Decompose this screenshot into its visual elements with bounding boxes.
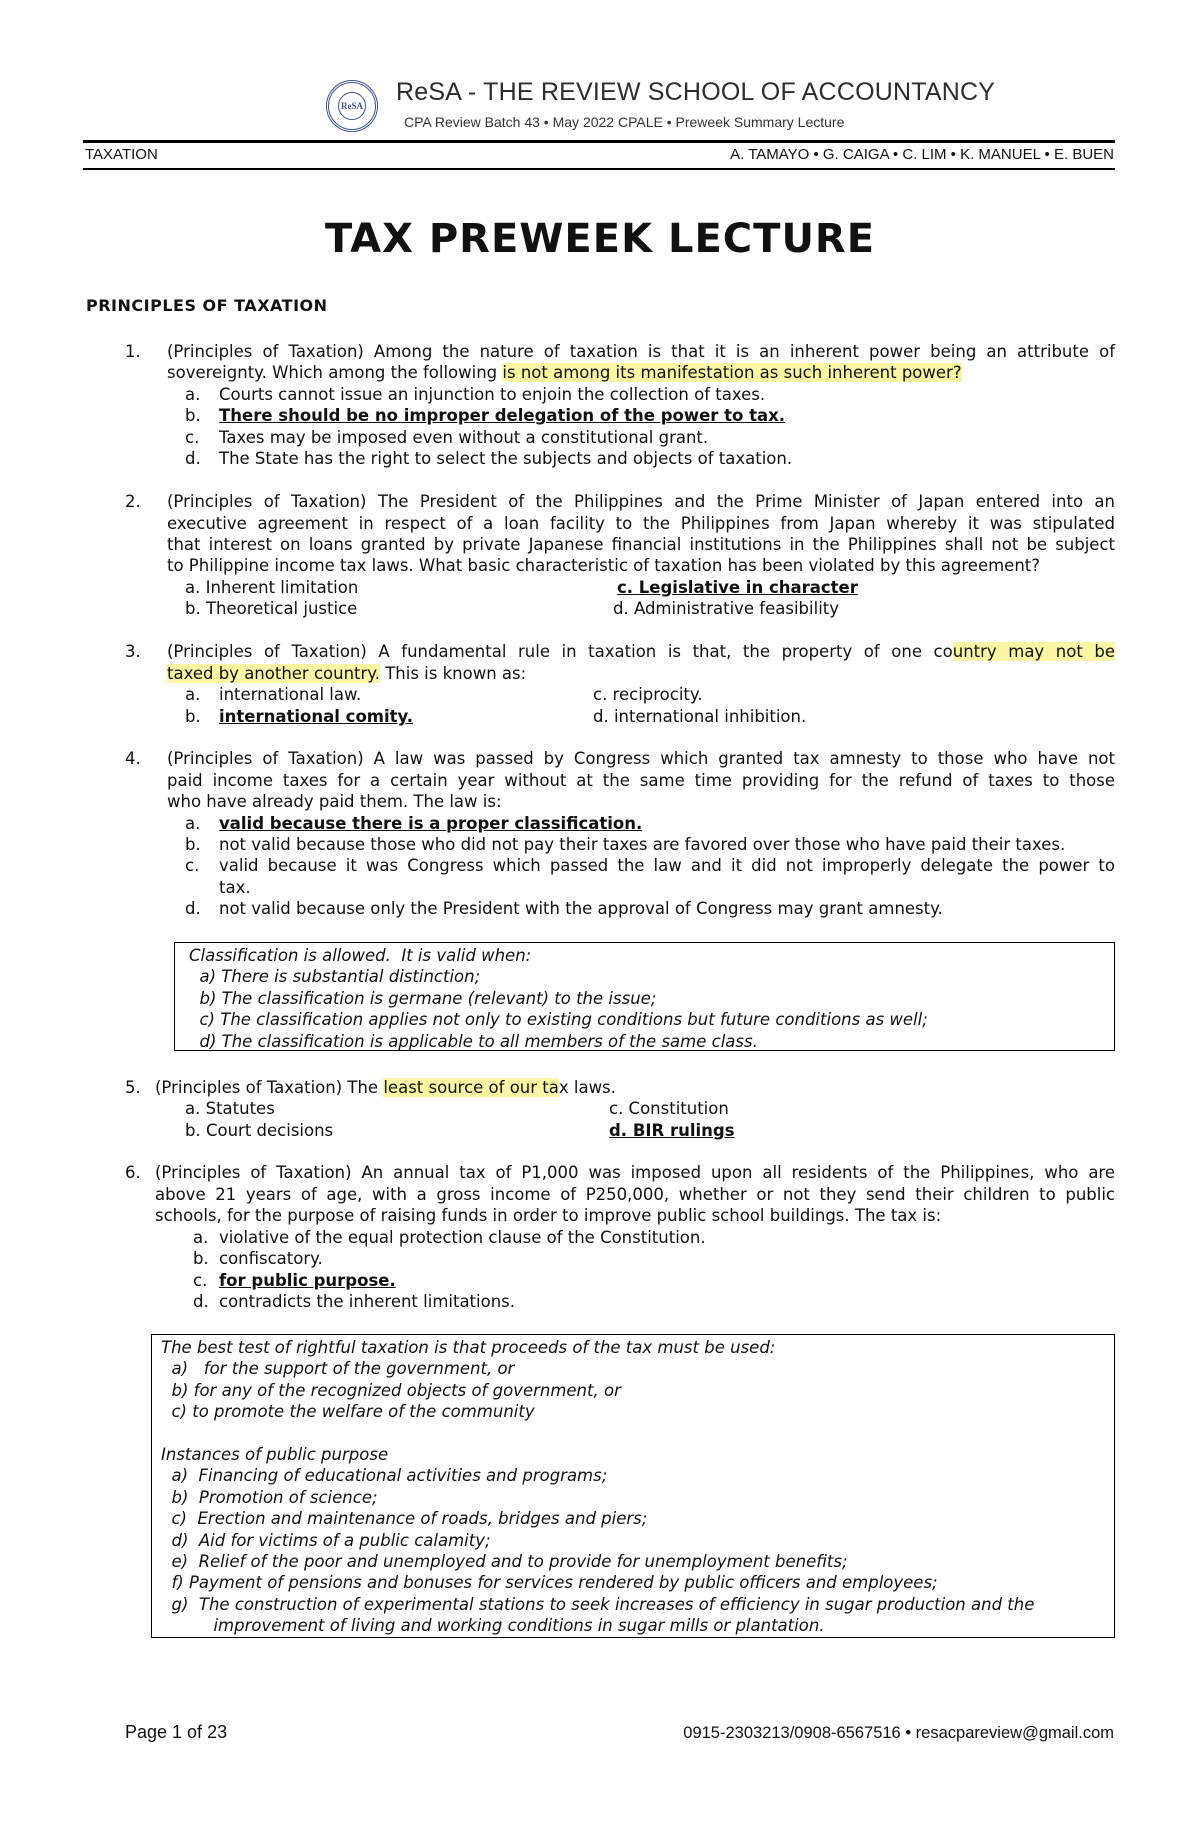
choice-label: a. (185, 685, 201, 704)
note-line: g) The construction of experimental stations to seek increases of efficiency in sugar production and the (161, 1594, 1035, 1614)
choice-c-answer: for public purpose. (219, 1271, 396, 1290)
subject-label: TAXATION (85, 146, 158, 163)
note-line: Classification is allowed. It is valid when: (189, 946, 532, 965)
choice-label: a. (185, 385, 201, 404)
note-line: a) There is substantial distinction; (189, 967, 481, 987)
question-text: (Principles of Taxation) An annual tax of P1,000 was imposed upon all residents of the Philippines, who are (155, 1163, 1115, 1182)
choice-label: a. (185, 814, 201, 833)
choice-a: a. Statutes (185, 1099, 275, 1118)
question-text: executive agreement in respect of a loan facility to the Philippines from Japan whereby it was stipulated (167, 514, 1115, 533)
note-line: d) Aid for victims of a public calamity; (161, 1530, 491, 1550)
choice-c: valid because it was Congress which passed the law and it did not improperly delegate the power to (219, 856, 1115, 875)
note-line: b) Promotion of science; (161, 1487, 378, 1507)
choice-d: not valid because only the President with the approval of Congress may grant amnesty. (219, 899, 943, 918)
question-number: 4. (125, 749, 141, 768)
note-line: e) Relief of the poor and unemployed and to provide for unemployment benefits; (161, 1552, 848, 1572)
school-name: ReSA - THE REVIEW SCHOOL OF ACCOUNTANCY (396, 78, 996, 106)
logo-text: ReSA (341, 101, 363, 111)
choice-d: contradicts the inherent limitations. (219, 1292, 516, 1311)
choice-label: b. (185, 835, 201, 854)
choice-b-answer: There should be no improper delegation of the power to tax. (219, 406, 786, 425)
note-line: improvement of living and working conditions in sugar mills or plantation. (161, 1616, 825, 1636)
note-line: c) Erection and maintenance of roads, bridges and piers; (161, 1509, 648, 1529)
choice-a: a. Inherent limitation (185, 578, 359, 597)
header-rule-bottom (83, 168, 1115, 170)
choice-c-continued: tax. (219, 878, 251, 897)
choice-label: c. (193, 1271, 208, 1290)
choice-label: d. (185, 899, 201, 918)
classification-note-box (174, 942, 1115, 1051)
question-number: 3. (125, 642, 141, 661)
choice-label: b. (193, 1249, 209, 1268)
question-text: (Principles of Taxation) A law was passed by Congress which granted tax amnesty to those who have not (167, 749, 1115, 768)
choice-b: not valid because those who did not pay their taxes are favored over those who have paid their taxes. (219, 835, 1066, 854)
question-text: (Principles of Taxation) The President of the Philippines and the Prime Minister of Japan entered into an (167, 492, 1115, 511)
header-rule (83, 140, 1115, 143)
question-number: 2. (125, 492, 141, 511)
note-line: d) The classification is applicable to all members of the same class. (189, 1031, 758, 1051)
choice-a: violative of the equal protection clause of the Constitution. (219, 1228, 706, 1247)
choice-label: c. (185, 428, 200, 447)
choice-d: d. international inhibition. (593, 707, 807, 726)
authors-label: A. TAMAYO • G. CAIGA • C. LIM • K. MANUEL • E. BUEN (730, 146, 1114, 163)
choice-a-answer: valid because there is a proper classification. (219, 814, 643, 833)
choice-a: international law. (219, 685, 362, 704)
question-text: that interest on loans granted by private Japanese financial institutions in the Philippines shall not be subject (167, 535, 1115, 554)
note-line: b) The classification is germane (relevant) to the issue; (189, 988, 657, 1008)
choice-label: a. (193, 1228, 209, 1247)
choice-d: The State has the right to select the subjects and objects of taxation. (219, 449, 793, 468)
question-text: (Principles of Taxation) The least source of our tax laws. (155, 1078, 616, 1097)
note-line: b) for any of the recognized objects of government, or (161, 1380, 621, 1400)
choice-a: Courts cannot issue an injunction to enjoin the collection of taxes. (219, 385, 766, 404)
section-heading: PRINCIPLES OF TAXATION (86, 296, 328, 315)
resa-logo (326, 80, 378, 132)
question-number: 1. (125, 342, 141, 361)
question-text: schools, for the purpose of raising funds in order to improve public school buildings. The tax is: (155, 1206, 942, 1225)
choice-label: d. (193, 1292, 209, 1311)
choice-d-answer: d. BIR rulings (609, 1121, 735, 1140)
choice-label: b. (185, 707, 201, 726)
choice-c: Taxes may be imposed even without a constitutional grant. (219, 428, 709, 447)
note-line (161, 1423, 1114, 1444)
question-text: to Philippine income tax laws. What basic characteristic of taxation has been violated by this agreement? (167, 556, 1041, 575)
question-number: 6. (125, 1163, 141, 1182)
question-text: above 21 years of age, with a gross income of P250,000, whether or not they send their children to public (155, 1185, 1115, 1204)
question-text: (Principles of Taxation) Among the nature of taxation is that it is an inherent power being an attribute of (167, 342, 1115, 361)
document-title: TAX PREWEEK LECTURE (324, 216, 876, 262)
note-line: The best test of rightful taxation is that proceeds of the tax must be used: (161, 1338, 776, 1357)
page-number: Page 1 of 23 (125, 1722, 228, 1742)
choice-label: c. (185, 856, 200, 875)
choice-label: b. (185, 406, 201, 425)
question-text: paid income taxes for a certain year without at the same time providing for the refund of taxes to those (167, 771, 1115, 790)
note-line: a) for the support of the government, or (161, 1359, 515, 1379)
choice-b: b. Court decisions (185, 1121, 334, 1140)
question-text: (Principles of Taxation) A fundamental rule in taxation is that, the property of one country may not be (167, 642, 1116, 661)
choice-label: d. (185, 449, 201, 468)
batch-line: CPA Review Batch 43 • May 2022 CPALE • Preweek Summary Lecture (404, 114, 845, 130)
note-line: Instances of public purpose (161, 1445, 389, 1465)
choice-b: b. Theoretical justice (185, 599, 358, 618)
choice-b-answer: international comity. (219, 707, 414, 726)
public-purpose-note-box (151, 1334, 1115, 1638)
note-line: c) The classification applies not only to existing conditions but future conditions as well; (189, 1010, 928, 1030)
note-line: a) Financing of educational activities and programs; (161, 1466, 608, 1486)
question-text: sovereignty. Which among the following is not among its manifestation as such inherent power? (167, 363, 962, 382)
question-text: taxed by another country. This is known as: (167, 664, 527, 683)
choice-c: c. reciprocity. (593, 685, 703, 704)
contact-info: 0915-2303213/0908-6567516 • resacpareview@gmail.com (683, 1724, 1114, 1742)
question-number: 5. (125, 1078, 141, 1097)
note-line: f) Payment of pensions and bonuses for services rendered by public officers and employees; (161, 1573, 938, 1593)
note-line: c) to promote the welfare of the community (161, 1402, 535, 1422)
choice-d: d. Administrative feasibility (613, 599, 840, 618)
question-text: who have already paid them. The law is: (167, 792, 502, 811)
choice-c-answer: c. Legislative in character (617, 578, 858, 597)
choice-b: confiscatory. (219, 1249, 323, 1268)
choice-c: c. Constitution (609, 1099, 729, 1118)
